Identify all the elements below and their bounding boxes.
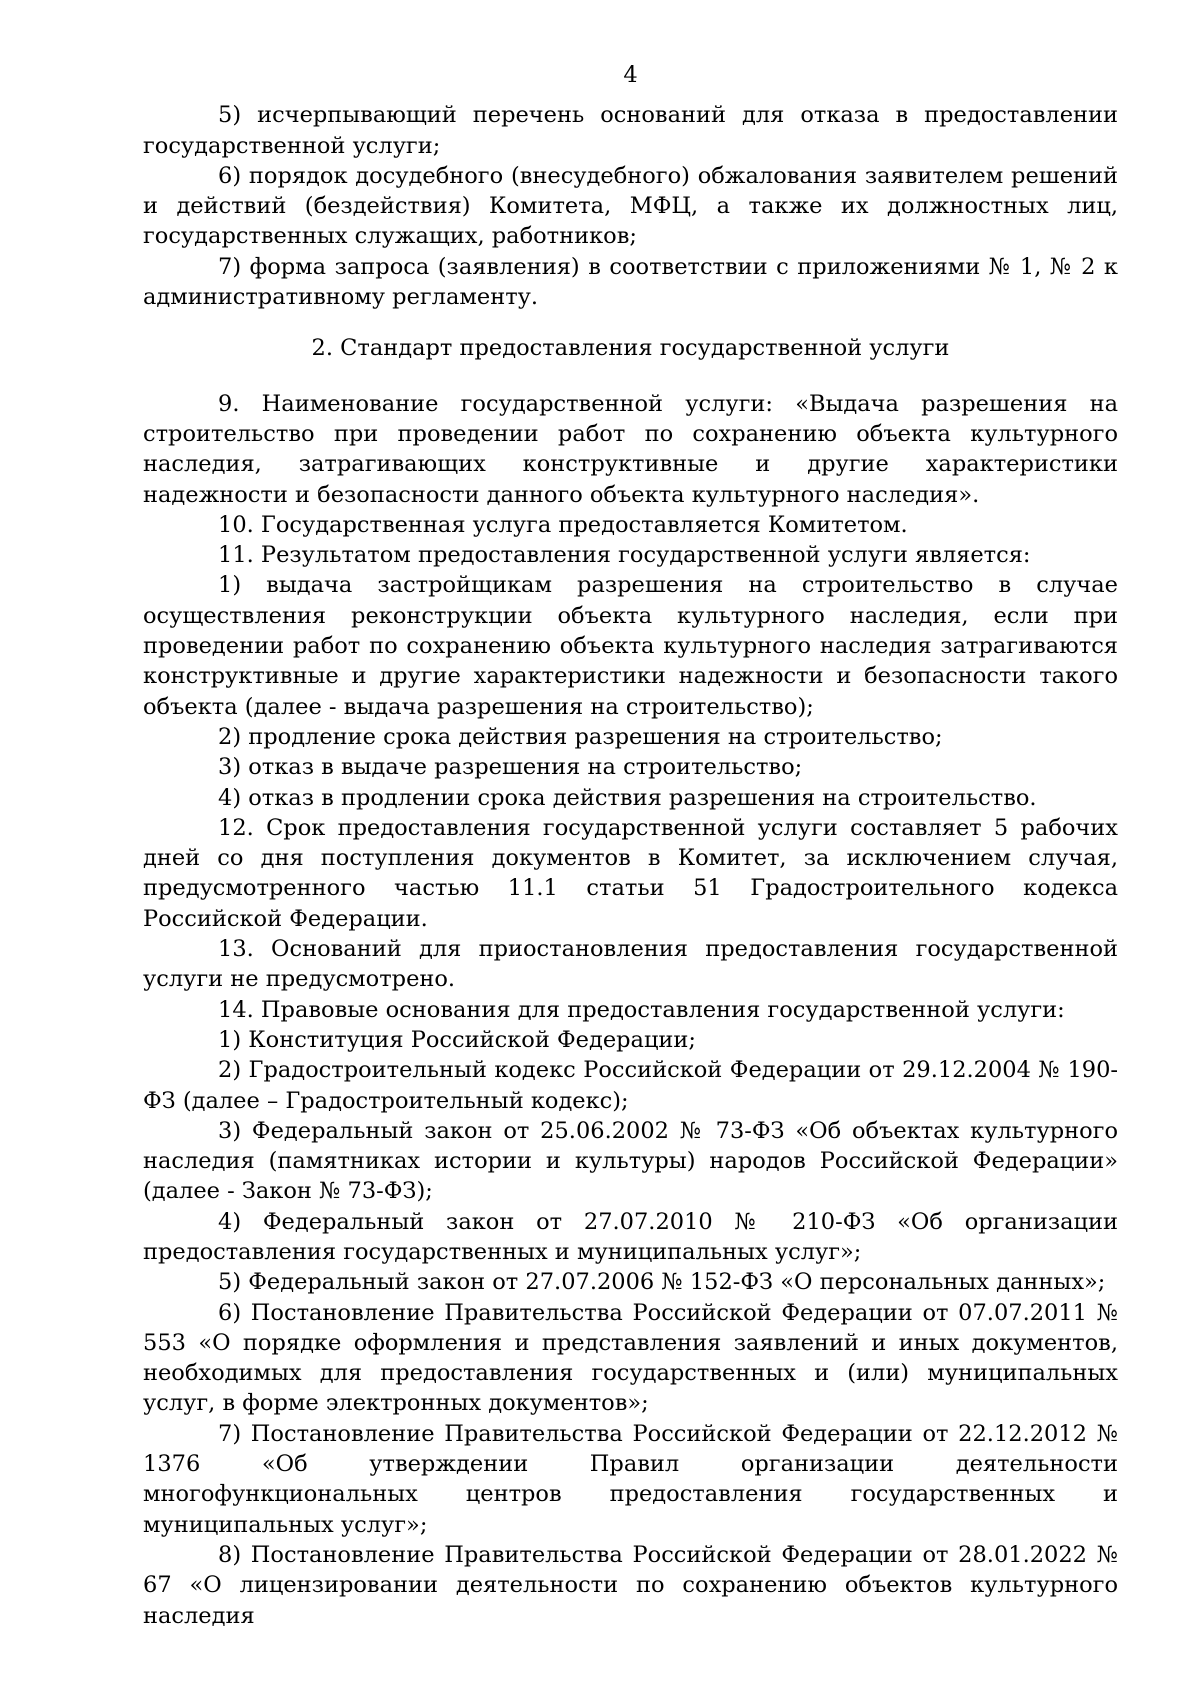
paragraph-14-item-4: 4) Федеральный закон от 27.07.2010 № 210-ФЗ «Об организации предоставления государственных и муниципальных услуг»; <box>143 1208 1118 1265</box>
paragraph-12: 12. Срок предоставления государственной услуги составляет 5 рабочих дней со дня поступления документов в Комитет, за исключением случая, предусмотренного частью 11.1 статьи 51 Градостроительного кодекса Российской Федерации. <box>143 814 1118 932</box>
paragraph-14-item-2: 2) Градостроительный кодекс Российской Федерации от 29.12.2004 № 190-ФЗ (далее – Градостроительный кодекс); <box>143 1057 1118 1114</box>
paragraph-14-item-5: 5) Федеральный закон от 27.07.2006 № 152-ФЗ «О персональных данных»; <box>218 1269 1106 1296</box>
paragraph-11-item-1: 1) выдача застройщикам разрешения на строительство в случае осуществления реконструкции объекта культурного наследия, если при проведении работ по сохранению объекта культурного наследия затрагиваются конструктивные и другие характеристики надежности и безопасности такого объекта (далее - выдача разрешения на строительство); <box>143 572 1118 720</box>
paragraph-14-item-8: 8) Постановление Правительства Российской Федерации от 28.01.2022 № 67 «О лицензировании деятельности по сохранению объектов культурного наследия <box>143 1541 1118 1629</box>
page-number: 4 <box>623 62 638 88</box>
paragraph-11-item-4: 4) отказ в продлении срока действия разрешения на строительство. <box>218 784 1037 811</box>
paragraph-14-item-7: 7) Постановление Правительства Российской Федерации от 22.12.2012 № 1376 «Об утверждении Правил организации деятельности многофункциональных центров предоставления государственных и муниципальных услуг»; <box>143 1420 1118 1538</box>
section-heading: 2. Стандарт предоставления государственной услуги <box>311 335 950 362</box>
paragraph-13: 13. Оснований для приостановления предоставления государственной услуги не предусмотрено. <box>143 936 1118 993</box>
intro-item-7: 7) форма запроса (заявления) в соответствии с приложениями № 1, № 2 к административному регламенту. <box>143 253 1118 311</box>
paragraph-11-item-3: 3) отказ в выдаче разрешения на строительство; <box>218 754 803 781</box>
paragraph-11-item-2: 2) продление срока действия разрешения на строительство; <box>218 723 943 750</box>
intro-item-5: 5) исчерпывающий перечень оснований для отказа в предоставлении государственной услуги; <box>143 102 1118 159</box>
paragraph-14-item-1: 1) Конституция Российской Федерации; <box>218 1026 697 1053</box>
paragraph-11: 11. Результатом предоставления государственной услуги является: <box>218 542 1031 569</box>
document-page <box>143 60 1118 1631</box>
paragraph-9: 9. Наименование государственной услуги: «Выдача разрешения на строительство при проведении работ по сохранению объекта культурного наследия, затрагивающих конструктивные и другие характеристики надежности и безопасности данного объекта культурного наследия». <box>143 390 1118 508</box>
intro-item-6: 6) порядок досудебного (внесудебного) обжалования заявителем решений и действий (бездействия) Комитета, МФЦ, а также их должностных лиц, государственных служащих, работников; <box>143 162 1118 250</box>
paragraph-14: 14. Правовые основания для предоставления государственной услуги: <box>218 996 1065 1023</box>
paragraph-14-item-3: 3) Федеральный закон от 25.06.2002 № 73-ФЗ «Об объектах культурного наследия (памятниках истории и культуры) народов Российской Федерации» (далее - Закон № 73-ФЗ); <box>143 1117 1118 1205</box>
paragraph-14-item-6: 6) Постановление Правительства Российской Федерации от 07.07.2011 № 553 «О порядке оформления и представления заявлений и иных документов, необходимых для предоставления государственных и (или) муниципальных услуг, в форме электронных документов»; <box>143 1299 1118 1417</box>
paragraph-10: 10. Государственная услуга предоставляется Комитетом. <box>218 511 908 538</box>
